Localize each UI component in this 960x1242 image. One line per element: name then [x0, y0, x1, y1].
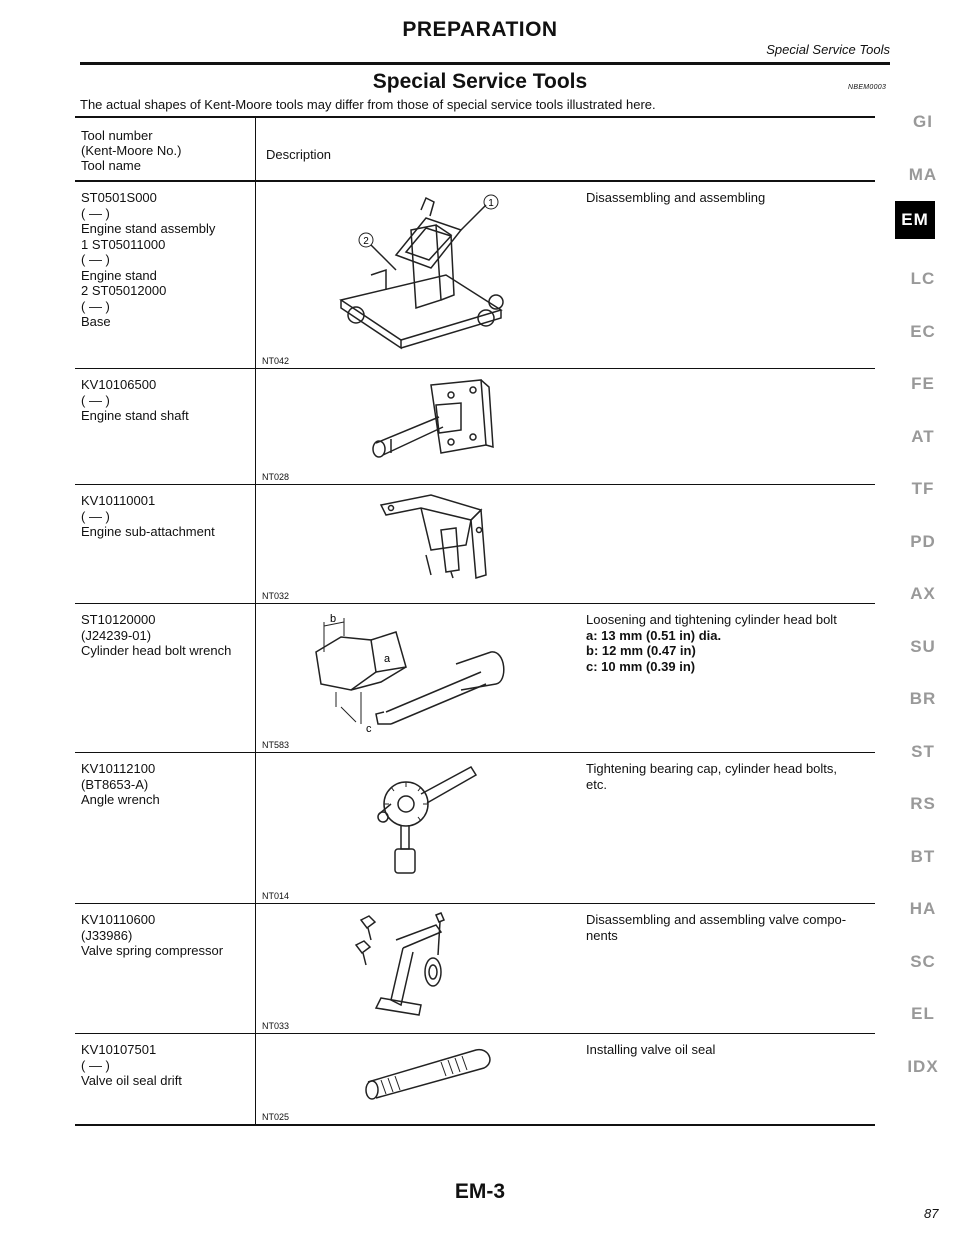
tool-line: KV10107501 — [81, 1042, 157, 1057]
tool-description-cell — [256, 182, 875, 368]
table-row — [75, 604, 875, 753]
tool-line: ST0501S000 — [81, 190, 157, 205]
header-tool-number — [75, 118, 256, 180]
tool-line: Valve spring compressor — [81, 943, 224, 958]
tool-description — [586, 190, 866, 206]
valve-spring-compressor-illustration — [341, 910, 471, 1020]
valve-oil-seal-drift-illustration — [356, 1042, 516, 1102]
tool-line: KV10106500 — [81, 377, 157, 392]
spec-line: b: 12 mm (0.47 in) — [586, 643, 696, 658]
dimension-label-b: b — [330, 613, 337, 625]
tool-line: Valve oil seal drift — [81, 1073, 182, 1088]
callout-2: 2 — [363, 236, 369, 247]
table-row — [75, 369, 875, 485]
tool-line: ( — ) — [81, 1057, 110, 1073]
tool-info — [75, 604, 256, 752]
tool-line: Engine sub-attachment — [81, 524, 215, 539]
cylinder-head-bolt-wrench-illustration — [296, 612, 526, 737]
tab-idx[interactable]: IDX — [907, 1056, 939, 1076]
section-title: Special Service Tools — [372, 70, 588, 93]
tool-line: Engine stand assembly — [81, 221, 216, 236]
table-row — [75, 485, 875, 604]
figure-code: NT032 — [262, 591, 290, 601]
tab-tf[interactable]: TF — [911, 479, 935, 499]
description-line: Loosening and tightening cylinder head bolt — [586, 612, 837, 627]
figure-code: NT025 — [262, 1112, 290, 1122]
tool-description-cell — [256, 485, 875, 603]
tool-line: ( — ) — [81, 508, 110, 524]
tab-st[interactable]: ST — [911, 741, 935, 761]
tool-info — [75, 753, 256, 903]
tool-line: KV10112100 — [81, 761, 156, 776]
tab-ha[interactable]: HA — [909, 899, 937, 919]
intro-text: The actual shapes of Kent-Moore tools may differ from those of special service tools illustrated here. — [80, 97, 656, 112]
figure-code: NT042 — [262, 356, 290, 366]
tool-line: Angle wrench — [81, 792, 160, 807]
tab-br[interactable]: BR — [909, 689, 937, 709]
tool-line: ( — ) — [81, 252, 110, 267]
tool-description-cell — [256, 904, 875, 1033]
description-line: Disassembling and assembling valve compo- — [586, 912, 847, 927]
tab-lc[interactable]: LC — [910, 269, 936, 289]
dimension-label-a: a — [384, 653, 391, 665]
tool-info — [75, 182, 256, 368]
tab-el[interactable]: EL — [911, 1004, 935, 1024]
figure-code: NT014 — [262, 891, 290, 901]
description-line: Installing valve oil seal — [586, 1042, 716, 1057]
engine-stand-illustration — [326, 190, 526, 350]
tab-su[interactable]: SU — [910, 636, 936, 656]
tab-rs[interactable]: RS — [910, 794, 936, 814]
figure-code: NT028 — [262, 472, 290, 482]
angle-wrench-illustration — [361, 759, 491, 884]
tool-description-cell — [256, 1034, 875, 1124]
tool-line: KV10110600 — [81, 912, 156, 927]
tool-description-cell — [256, 604, 875, 752]
description-line: Disassembling and assembling — [586, 190, 766, 205]
tool-info — [75, 904, 256, 1033]
special-service-tools-table — [75, 116, 875, 1126]
header-line: (Kent-Moore No.) — [81, 143, 182, 158]
tool-line: ( — ) — [81, 392, 110, 408]
section-subtitle: Special Service Tools — [766, 42, 890, 57]
description-line: Tightening bearing cap, cylinder head bolts, — [586, 761, 838, 776]
figure-code: NT583 — [262, 740, 290, 750]
tool-line: (J33986) — [81, 927, 133, 943]
header-rule — [80, 62, 890, 65]
tool-line: Cylinder head bolt wrench — [81, 643, 232, 658]
header-description: Description — [266, 147, 332, 162]
tool-line: Engine stand shaft — [81, 408, 189, 423]
tool-line: Base — [81, 314, 111, 329]
description-line: nents — [586, 927, 618, 943]
header-line: Tool name — [81, 158, 141, 173]
tool-description-cell — [256, 369, 875, 484]
tool-description — [586, 761, 866, 792]
tab-ax[interactable]: AX — [910, 584, 936, 604]
tool-info — [75, 485, 256, 603]
tab-pd[interactable]: PD — [910, 531, 936, 551]
spec-line: a: 13 mm (0.51 in) dia. — [586, 627, 722, 643]
tool-description — [586, 912, 866, 943]
callout-1: 1 — [488, 198, 494, 209]
engine-stand-shaft-illustration — [361, 375, 501, 465]
spec-line: c: 10 mm (0.39 in) — [586, 658, 696, 674]
page-folio: 87 — [924, 1206, 939, 1221]
tool-info — [75, 1034, 256, 1124]
tool-info — [75, 369, 256, 484]
dimension-label-c: c — [366, 723, 372, 735]
figure-code: NT033 — [262, 1021, 290, 1031]
tab-fe[interactable]: FE — [911, 374, 935, 394]
table-row — [75, 1034, 875, 1126]
tab-at[interactable]: AT — [911, 426, 935, 446]
tool-line: ( — ) — [81, 298, 110, 314]
tab-bt[interactable]: BT — [910, 846, 936, 866]
tool-description — [586, 612, 866, 674]
tool-description-cell — [256, 753, 875, 903]
tab-gi[interactable]: GI — [913, 112, 933, 132]
tab-ec[interactable]: EC — [910, 321, 936, 341]
tab-sc[interactable]: SC — [910, 951, 936, 971]
table-row — [75, 753, 875, 904]
tab-em[interactable]: EM — [895, 201, 935, 239]
table-row — [75, 182, 875, 369]
tool-line: ST10120000 — [81, 612, 156, 627]
tool-description — [586, 1042, 866, 1058]
tool-line: (BT8653-A) — [81, 776, 149, 792]
tool-line: (J24239-01) — [81, 627, 152, 643]
page-number: EM-3 — [454, 1180, 506, 1203]
tab-ma[interactable]: MA — [908, 164, 938, 184]
description-line: etc. — [586, 776, 607, 792]
header-line: Tool number — [81, 128, 153, 143]
engine-sub-attachment-illustration — [371, 490, 501, 580]
tool-line: 2 ST05012000 — [81, 283, 167, 298]
reference-code: NBEM0003 — [848, 84, 887, 91]
table-row — [75, 904, 875, 1034]
table-header — [75, 116, 875, 182]
tool-line: ( — ) — [81, 205, 110, 221]
section-tabs — [893, 96, 953, 1093]
tool-line: KV10110001 — [81, 493, 156, 508]
page-title: PREPARATION — [402, 18, 558, 41]
tool-line: Engine stand — [81, 267, 157, 283]
tool-line: 1 ST05011000 — [81, 236, 166, 252]
